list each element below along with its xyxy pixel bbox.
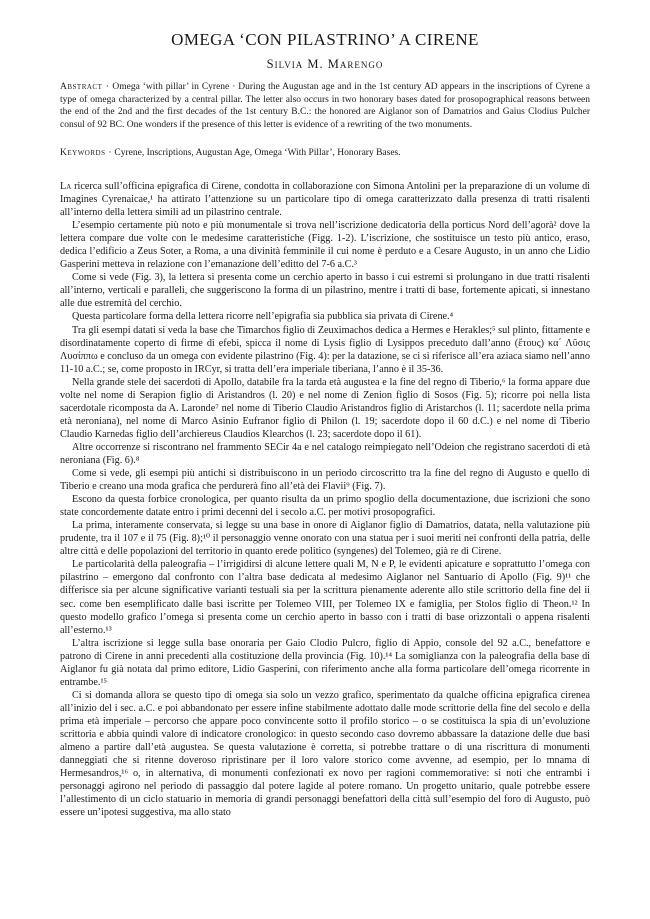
abstract-text: Omega ‘with pillar’ in Cyrene · During the Augustan age and in the 1st century AD appears in the inscriptions of Cyrene a type of omega characterized by a central pillar. The letter also occurs in two honorary bases dated for prosopographical reasons between the end of the 2nd and the first decades of the 1st century B.C.: the honored are Aiglanor son of Damatrios and Gaius Clodius Pulcher consul of 92 BC. One wonders if the presence of this letter is evidence of a rewriting of the two monuments. — [60, 82, 591, 130]
paragraph-12: L’altra iscrizione si legge sulla base onoraria per Gaio Clodio Pulcro, figlio di Appio, console del 92 a.C., benefattore e patrono di Cirene in anni precedenti alla costituzione della provincia (Fig. 10).¹⁴ La somiglianza con la paleografia della base di Aiglanor fu già notata dal primo editore, Lidio Gasperini, con riferimento anche alla forma particolare dell’omega ricorrente in entrambe.¹⁵ — [60, 637, 590, 688]
paragraph-10: La prima, interamente conservata, si legge su una base in onore di Aiglanor figlio di Damatrios, datata, nella valutazione più prudente, tra il 107 e il 75 (Fig. 8);¹⁰ il personaggio venne onorato con una statua per i suoi meriti nei confronti della patria, delle altre città e delle popolazioni del territorio in quanto erede politico (syngenes) del Tolemeo, già re di Cirene. — [60, 520, 590, 558]
keywords-text: Cyrene, Inscriptions, Augustan Age, Omega ‘With Pillar’, Honorary Bases. — [114, 148, 401, 158]
paragraph-3: Come si vede (Fig. 3), la lettera si presenta come un cerchio aperto in basso i cui estremi si prolungano in due tratti risalenti all’interno, verticali e paralleli, che suggeriscono la forma di un pilastrino, mentre i tratti di base, fortemente apicati, si innestano alle due estremità del cerchio. — [60, 272, 590, 310]
paragraph-13: Ci si domanda allora se questo tipo di omega sia solo un vezzo grafico, sperimentato da qualche officina epigrafica cirenea all’inizio del i sec. a.C. e poi abbandonato per essere infine stabilmente adottato dalle mode scrittorie della fine del secolo e della prima età imperiale – percorso che appare poco convincente sotto il profilo storico – o se costituisca la spia di un’evoluzione scrittoria e abbia quindi valore di indicatore cronologico: in questo secondo caso dovremo abbassare la datazione delle due basi almeno a partire dall’età augustea. Se questa valutazione è corretta, si potrebbe trattare o di una riscrittura di monumenti danneggiati che si ritenne doveroso ripristinare per il loro valore storico come avvenne, ad esempio, per lo mnama di Hermesandros,¹⁶ o, in alternativa, di monumenti confezionati ex novo per ragioni commemorative: si noti che entrambi i personaggi agirono nel periodo di passaggio dal potere lagide al potere romano. Un progetto unitario, quale potrebbe essere l’allestimento di un ciclo statuario in memoria di grandi personaggi benefattori della città sull’esempio del foro di Augusto, può essere un’ipotesi suggestiva, ma allo stato — [60, 689, 590, 819]
article-title: OMEGA ‘CON PILASTRINO’ A CIRENE — [171, 30, 479, 49]
paragraph-6: Nella grande stele dei sacerdoti di Apollo, databile fra la tarda età augustea e la fine del regno di Tiberio,⁶ la forma appare due volte nel nome di Serapion figlio di Aristandros (l. 20) e nel nome di Zenion figlio di Sosos (Fig. 5); ricorre poi nella lista sacerdotale ricomposta da A. Laronde⁷ nel nome di Tiberio Claudio Aristandros figlio di Aristarchos (l. 11; sacerdote nella prima età neroniana), nel nome di Marco Asinio Eufranor figlio di Philon (l. 19; sacerdote dopo il 60 d.C.) e nel nome di Tiberio Claudio Karnedas figlio dell’archiereus Claudios Klearchos (l. 23; sacerdote dopo il 61). — [60, 376, 590, 440]
paragraph-lead: La — [60, 181, 72, 192]
paragraph-8: Come si vede, gli esempi più antichi si distribuiscono in un periodo circoscritto tra la fine del regno di Augusto e quello di Tiberio e creano una moda grafica che perdurerà fino all’età dei Flavii⁹ (Fig. 7). — [60, 468, 590, 493]
paragraph-4: Questa particolare forma della lettera ricorre nell’epigrafia sia pubblica sia privata di Cirene.⁴ — [72, 311, 454, 323]
abstract-label: Abstract · — [60, 82, 110, 92]
article-body — [60, 180, 590, 915]
paragraph-5: Tra gli esempi datati si veda la base che Timarchos figlio di Zeuximachos dedica a Hermes e Herakles;⁵ sul plinto, fittamente e disordinatamente coperto di firme di efebi, spicca il nome di Lysis figlio di Lysippos preceduto dall’anno (ἔτους) κα΄ Λῦσις Λυσίππω e concluso da un omega con evidente pilastrino (Fig. 4): per la datazione, se ci si riferisce all’era aziaca siamo nell’anno 11-10 a.C.; se, come proposto in IRCyr, si tratta dell’era imperiale tiberiana, l’anno è il 35-36. — [60, 324, 590, 375]
keywords — [60, 147, 590, 160]
abstract — [60, 81, 590, 131]
paragraph-9: Escono da questa forbice cronologica, per quanto risulta da un primo spoglio della documentazione, due iscrizioni che sono state concordemente datate entro i primi decenni del i secolo a.C. per motivi prosopografici. — [60, 494, 590, 519]
paragraph-1-text: ricerca sull’officina epigrafica di Cirene, condotta in collaborazione con Simona Antolini per la preparazione di un volume di Imagines Cyrenaicae,¹ ha attirato l’attenzione su un particolare tipo di omega caratterizzato dalla presenza di tratti risalenti all’interno della lettera simili ad un pilastrino centrale. — [60, 181, 590, 219]
article-author: Silvia M. Marengo — [266, 57, 384, 71]
paragraph-2: L’esempio certamente più noto e più monumentale si trova nell’iscrizione dedicatoria della porticus Nord dell’agorà² dove la lettera compare due volte con le medesime caratteristiche (Figg. 1-2). L’iscrizione, che sostituisce un testo più antico, eraso, dedica l’edificio a Zeus Soter, a Roma, a una divinità femminile il cui nome è perduto e a Cesare Augusto, in un anno che Lidio Gasperini metteva in relazione con l’emanazione dell’editto del 7-6 a.C.³ — [60, 220, 590, 271]
paragraph-1 — [60, 180, 590, 219]
paragraph-7: Altre occorrenze si riscontrano nel frammento SECir 4a e nel catalogo reimpiegato nell’Odeion che registrano sacerdoti di età neroniana (Fig. 6).⁸ — [60, 441, 590, 466]
paragraph-11: Le particolarità della paleografia – l’irrigidirsi di alcune lettere quali M, N e P, le evidenti apicature e soprattutto l’omega con pilastrino – emergono dal confronto con l’altra base dedicata al medesimo Aiglanor nel Santuario di Apollo (Fig. 9)¹¹ che differisce sia per alcune significative varianti testuali sia per la scrittura pienamente aderente allo stile scrittorio della fine del ii sec. come ben esemplificato dalle basi iscritte per Tolemeo VIII, per Tolemeo IX e famiglia, per Stolos figlio di Theon.¹² In questo modello grafico l’omega si presenta come un cerchio aperto in basso con i tratti di base orizzontali o appena risalenti all’esterno.¹³ — [60, 559, 590, 636]
keywords-label: Keywords · — [60, 148, 113, 158]
